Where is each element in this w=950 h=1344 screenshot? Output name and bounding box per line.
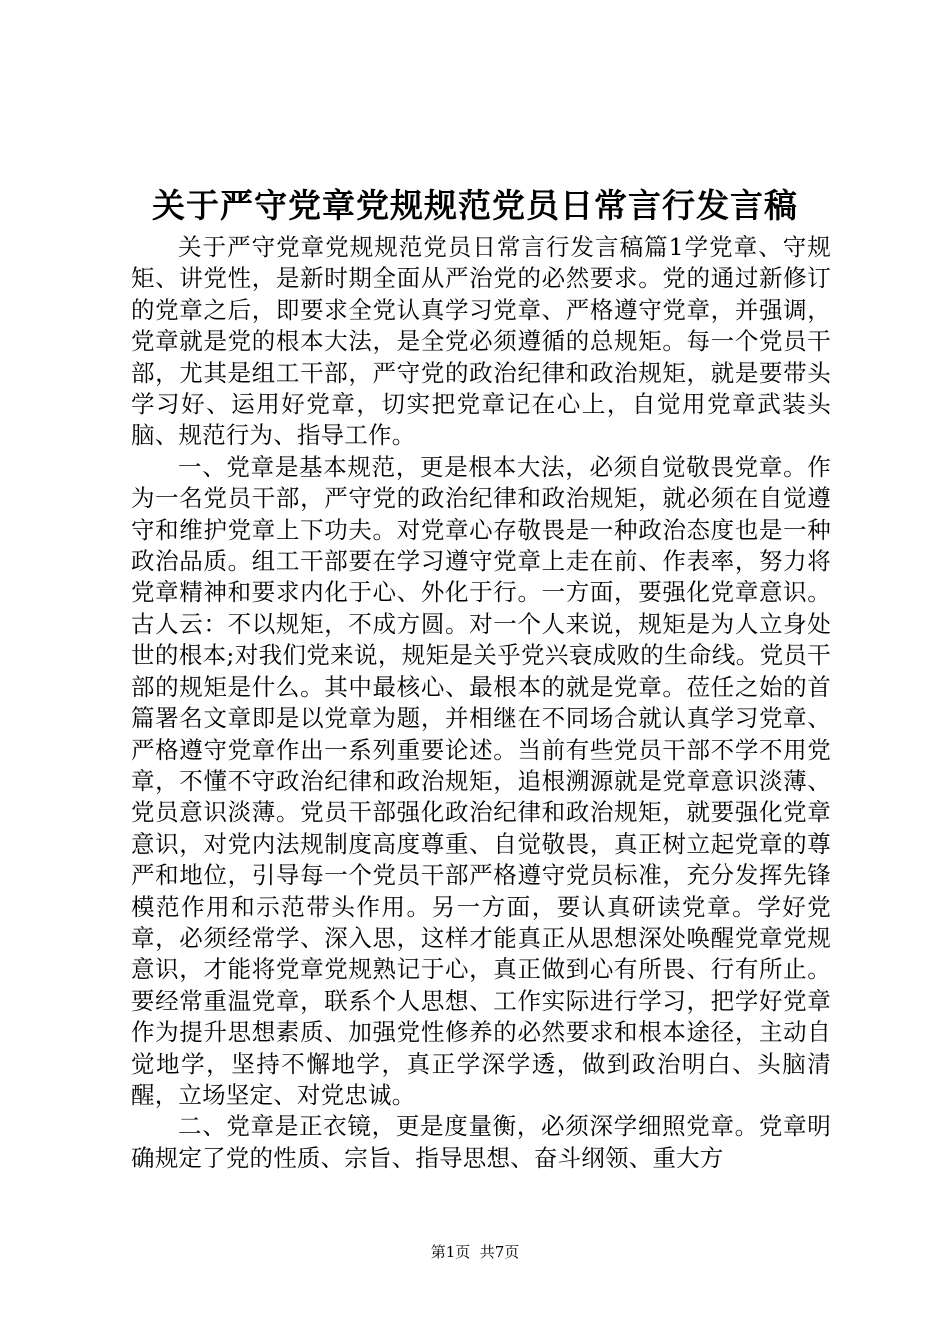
paragraph-section-1: 一、党章是基本规范，更是根本大法，必须自觉敬畏党章。作为一名党员干部，严守党的政治纪律和政治规矩，就必须在自觉遵守和维护党章上下功夫。对党章心存敬畏是一种政治态度也是一种政治品质。组工干部要在学习遵守党章上走在前、作表率，努力将党章精神和要求内化于心、外化于行。一方面，要强化党章意识。古人云：不以规矩，不成方圆。对一个人来说，规矩是为人立身处世的根本;对我们党来说，规矩是关乎党兴衰成败的生命线。党员干部的规矩是什么。其中最核心、最根本的就是党章。莅任之始的首篇署名文章即是以党章为题，并相继在不同场合就认真学习党章、严格遵守党章作出一系列重要论述。当前有些党员干部不学不用党章，不懂不守政治纪律和政治规矩，追根溯源就是党章意识淡薄、党员意识淡薄。党员干部强化政治纪律和政治规矩，就要强化党章意识，对党内法规制度高度尊重、自觉敬畏，真正树立起党章的尊严和地位，引导每一个党员干部严格遵守党员标准，充分发挥先锋模范作用和示范带头作用。另一方面，要认真研读党章。学好党章，必须经常学、深入思，这样才能真正从思想深处唤醒党章党规意识，才能将党章党规熟记于心，真正做到心有所畏、行有所止。要经常重温党章，联系个人思想、工作实际进行学习，把学好党章作为提升思想素质、加强党性修养的必然要求和根本途径，主动自觉地学，坚持不懈地学，真正学深学透，做到政治明白、头脑清醒，立场坚定、对党忠诚。 bbox=[131, 452, 831, 1109]
page-footer bbox=[0, 1242, 950, 1262]
document-body bbox=[131, 232, 831, 1174]
page-number: 第1页 共7页 bbox=[430, 1243, 520, 1261]
document-title: 关于严守党章党规规范党员日常言行发言稿 bbox=[152, 186, 798, 225]
paragraph-intro: 关于严守党章党规规范党员日常言行发言稿篇1学党章、守规矩、讲党性，是新时期全面从严治党的必然要求。党的通过新修订的党章之后，即要求全党认真学习党章、严格遵守党章，并强调，党章就是党的根本大法，是全党必须遵循的总规矩。每一个党员干部，尤其是组工干部，严守党的政治纪律和政治规矩，就是要带头学习好、运用好党章，切实把党章记在心上，自觉用党章武装头脑、规范行为、指导工作。 bbox=[131, 233, 831, 450]
paragraph-section-2: 二、党章是正衣镜，更是度量衡，必须深学细照党章。党章明确规定了党的性质、宗旨、指导思想、奋斗纲领、重大方 bbox=[131, 1112, 831, 1172]
